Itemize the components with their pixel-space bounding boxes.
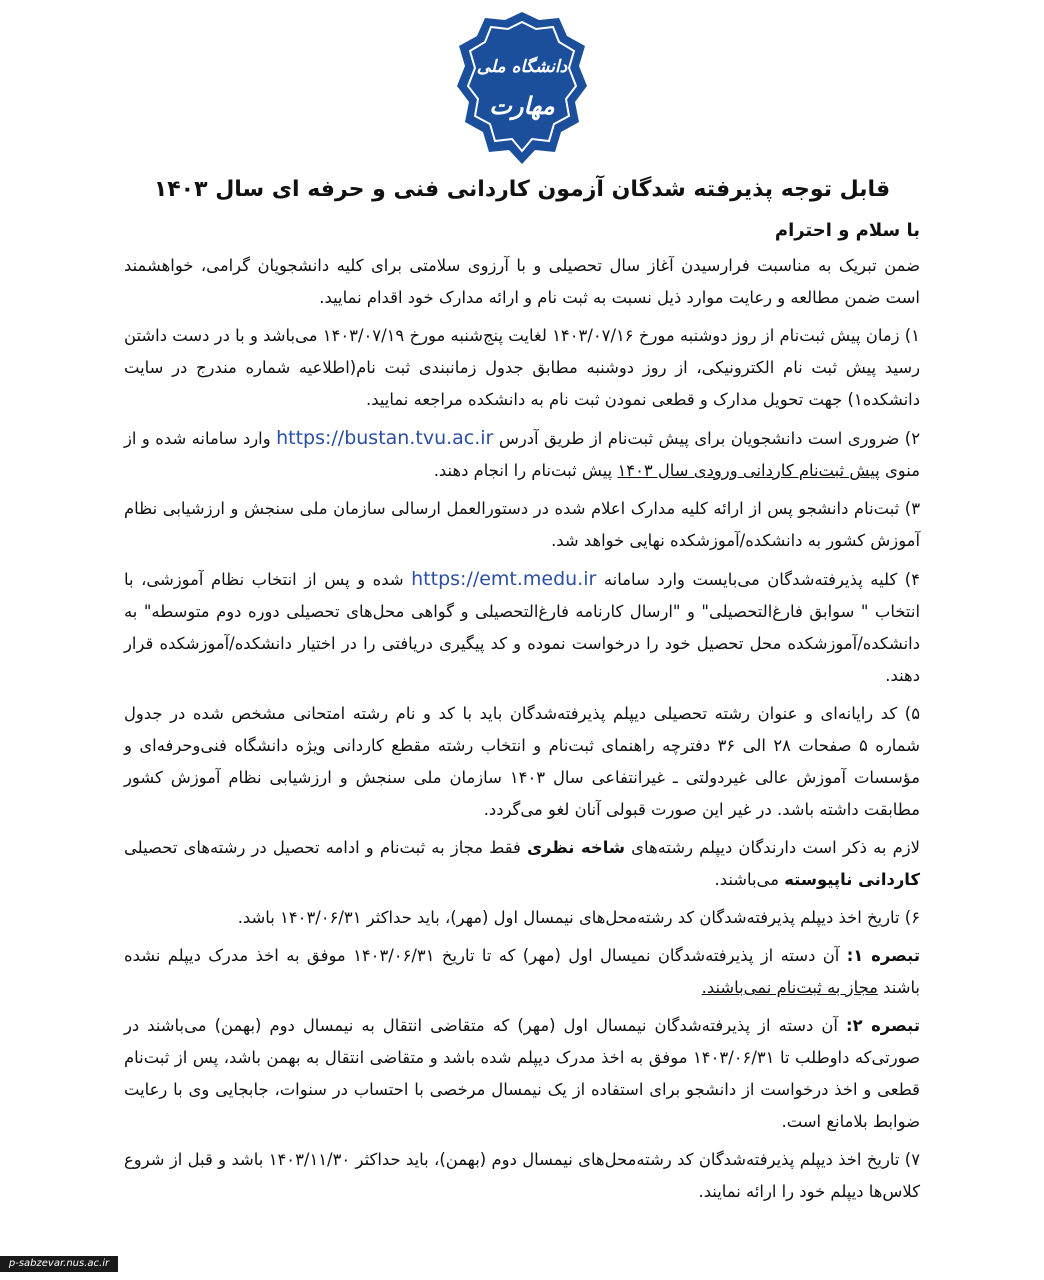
item-4-before: ۴) کلیه پذیرفته‌شدگان می‌بایست وارد سامانه — [603, 570, 920, 589]
note-text-2: فقط مجاز به ثبت‌نام و ادامه تحصیل در رشته‌های تحصیلی — [124, 838, 521, 857]
bustan-link[interactable]: https://bustan.tvu.ac.ir — [276, 427, 494, 449]
page-title: قابل توجه پذیرفته شدگان آزمون کاردانی فنی و حرفه ای سال ۱۴۰۳ — [153, 177, 891, 202]
item-3: ۳) ثبت‌نام دانشجو پس از ارائه کلیه مدارک اعلام شده در دستورالعمل ارسالی سازمان ملی سنجش و ارزشیابی نظام آموزش کشور به دانشکده/آموزشکده نهایی خواهد شد. — [124, 499, 920, 550]
note-2-text: آن دسته از پذیرفته‌شدگان نیمسال اول (مهر) که متقاضی انتقال به نیمسال دوم (بهمن) می‌باشند در صورتی‌که داوطلب تا ۱۴۰۳/۰۶/۳۱ موفق به اخذ مدرک دیپلم شده باشد و متقاضی انتقال به بهمن باشد، پس از ثبت‌نام قطعی و اخذ درخواست از دانشجو برای استفاده از یک نیمسال مرخصی با احتساب در سنوات، جابجایی وی با رعایت ضوابط بلامانع است. — [124, 1016, 921, 1131]
item-5: ۵) کد رایانه‌ای و عنوان رشته تحصیلی دیپلم پذیرفته‌شدگان باید با کد و نام رشته امتحانی مشخص شده در جدول شماره ۵ صفحات ۲۸ الی ۳۶ دفترچه راهنمای ثبت‌نام و انتخاب رشته مقطع کاردانی ویژه دانشگاه فنی‌وحرفه‌ای و مؤسسات آموزش عالی غیردولتی ـ غیرانتفاعی سال ۱۴۰۳ سازمان ملی سنجش و ارزشیابی نظام آموزش کشور مطابقت داشته باشد. در غیر این صورت قبولی آنان لغو می‌گردد. — [124, 704, 920, 819]
emt-link[interactable]: https://emt.medu.ir — [411, 568, 597, 590]
item-1: ۱) زمان پیش ثبت‌نام از روز دوشنبه مورخ ۱۴۰۳/۰۷/۱۶ لغایت پنج‌شنبه مورخ ۱۴۰۳/۰۷/۱۹ می‌باشد و با در دست داشتن رسید پیش ثبت نام الکترونیکی، از روز دوشنبه مطابق جدول زمانبندی ثبت نام(اطلاعیه شماره مندرج در سایت دانشکده۱) جهت تحویل مدارک و قطعی نمودن ثبت نام به دانشکده مراجعه نمایید. — [124, 326, 920, 409]
svg-text:مهارت: مهارت — [489, 92, 555, 120]
item-2-end: پیش ثبت‌نام را انجام دهند. — [433, 461, 613, 480]
note-text-1: لازم به ذکر است دارندگان دیپلم رشته‌های — [631, 838, 920, 857]
note-1-underlined: مجاز به ثبت‌نام نمی‌باشند. — [701, 978, 878, 997]
note-1-text: آن دسته از پذیرفته‌شدگان نمیسال اول (مهر) که تا تاریخ ۱۴۰۳/۰۶/۳۱ موفق به اخذ مدرک دیپلم نشده باشند — [124, 946, 920, 997]
item-2-after: وارد سامانه شده و از منوی — [124, 429, 920, 480]
note-paragraph — [124, 832, 920, 896]
item-4 — [124, 563, 920, 692]
item-6: ۶) تاریخ اخذ دیپلم پذیرفته‌شدگان کد رشته‌محل‌های نیمسال اول (مهر)، باید حداکثر ۱۴۰۳/۰۶/۳۱ باشد. — [237, 908, 920, 927]
note-1 — [124, 940, 920, 1004]
item-2 — [124, 422, 920, 487]
item-7: ۷) تاریخ اخذ دیپلم پذیرفته‌شدگان کد رشته‌محل‌های نیمسال دوم (بهمن)، باید حداکثر ۱۴۰۳/۱۱/۳۰ باشد و قبل از شروع کلاس‌ها دیپلم خود را ارائه نمایند. — [124, 1150, 920, 1201]
note-1-label: تبصره ۱: — [846, 946, 921, 965]
mahart-university-logo-icon — [455, 10, 589, 166]
note-2 — [124, 1010, 920, 1138]
item-4-after: شده و پس از انتخاب نظام آموزشی، با انتخاب " سوابق فارغ‌التحصیلی" و "ارسال کارنامه فارغ‌التحصیلی و گواهی محل‌های تحصیلی دوره دوم متوسطه" به دانشکده/آموزشکده محل تحصیل خود را درخواست نموده و کد پیگیری دریافتی را در اختیار دانشکده/آموزشکده قرار دهند. — [124, 570, 920, 685]
item-2-before: ۲) ضروری است دانشجویان برای پیش ثبت‌نام از طریق آدرس — [498, 429, 920, 448]
announcement-body — [124, 214, 920, 1214]
note-bold-2: کاردانی ناپیوسته — [784, 870, 920, 889]
intro-paragraph: ضمن تبریک به مناسبت فرارسیدن آغاز سال تحصیلی و با آرزوی سلامتی برای کلیه دانشجویان گرامی، خواهشمند است ضمن مطالعه و رعایت موارد ذیل نسبت به ثبت نام و ارائه مدارک خود اقدام نمایید. — [124, 256, 920, 307]
note-bold-1: شاخه نظری — [527, 838, 626, 857]
item-2-menu-name: پیش ثبت‌نام کاردانی ورودی سال ۱۴۰۳ — [617, 461, 880, 480]
svg-text:دانشگاه ملی: دانشگاه ملی — [476, 57, 568, 77]
note-text-3: می‌باشند. — [714, 870, 779, 889]
site-url-badge[interactable]: p-sabzevar.nus.ac.ir — [0, 1256, 118, 1272]
note-2-label: تبصره ۲: — [846, 1016, 920, 1035]
greeting: با سلام و احترام — [774, 220, 920, 241]
